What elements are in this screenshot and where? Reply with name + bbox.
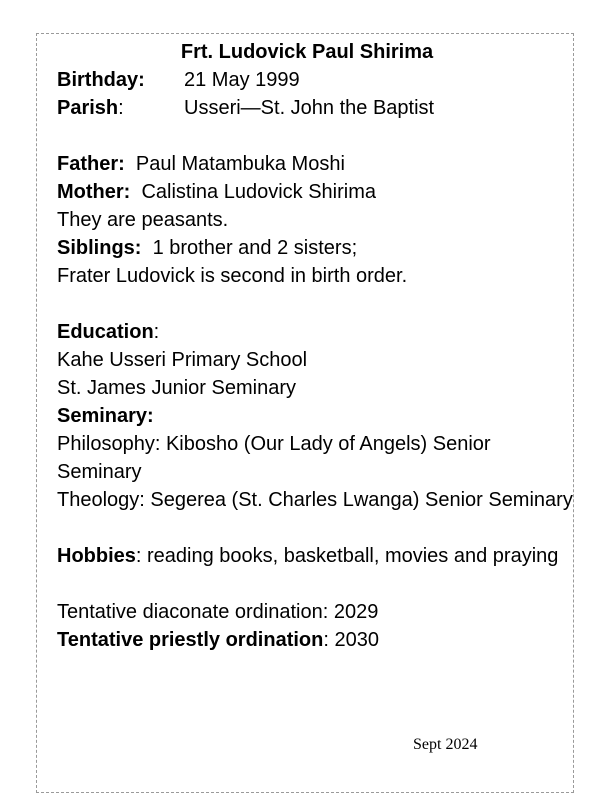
birth-order: Frater Ludovick is second in birth order. <box>57 265 408 287</box>
school-junior-seminary: St. James Junior Seminary <box>57 377 296 399</box>
seminary-heading: Seminary: <box>57 405 154 427</box>
priestly-row <box>57 626 577 654</box>
seminary-philosophy: Philosophy: Kibosho (Our Lady of Angels) Senior Seminary <box>57 433 491 483</box>
birthday-label: Birthday: <box>57 69 145 91</box>
father-value: Paul Matambuka Moshi <box>135 153 345 175</box>
education-sep: : <box>153 321 160 343</box>
seminary-theology: Theology: Segerea (St. Charles Lwanga) Senior Seminary <box>57 489 573 511</box>
siblings-row <box>57 234 577 262</box>
siblings-label: Siblings: <box>57 237 142 259</box>
father-label: Father: <box>57 153 125 175</box>
parish-row <box>57 94 577 122</box>
hobbies-row <box>57 542 577 570</box>
card-title: Frt. Ludovick Paul Shirima <box>180 41 434 63</box>
mother-value: Calistina Ludovick Shirima <box>141 181 376 203</box>
card-date: Sept 2024 <box>413 736 478 753</box>
parish-label: Parish <box>57 97 119 119</box>
hobbies-value: : reading books, basketball, movies and praying <box>135 545 559 567</box>
diaconate-row: Tentative diaconate ordination: 2029 <box>57 601 379 623</box>
school-primary: Kahe Usseri Primary School <box>57 349 308 371</box>
priestly-label: Tentative priestly ordination <box>57 629 324 651</box>
bio-card <box>57 38 577 654</box>
father-row <box>57 150 577 178</box>
hobbies-label: Hobbies <box>57 545 136 567</box>
siblings-value: 1 brother and 2 sisters; <box>152 237 358 259</box>
parish-sep: : <box>118 97 124 119</box>
mother-row <box>57 178 577 206</box>
parents-note: They are peasants. <box>57 209 229 231</box>
priestly-value: : 2030 <box>323 629 379 651</box>
parish-value: Usseri—St. John the Baptist <box>184 97 435 119</box>
education-label: Education <box>57 321 154 343</box>
birthday-value: 21 May 1999 <box>184 69 300 91</box>
birthday-row <box>57 66 577 94</box>
mother-label: Mother: <box>57 181 131 203</box>
education-heading <box>57 318 577 346</box>
